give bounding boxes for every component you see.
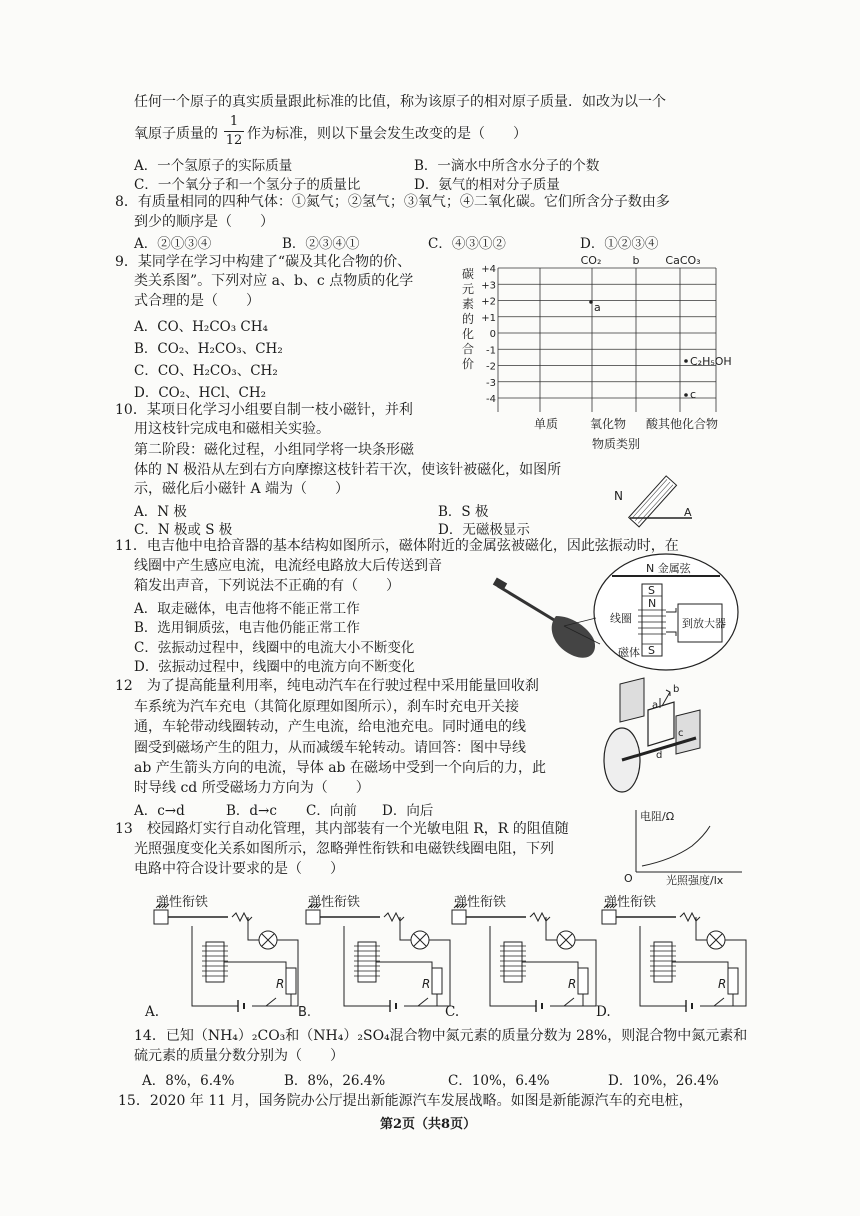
chart-ylabel-char: 碳 [462, 267, 475, 281]
chart-ylabel-char: 合 [462, 342, 475, 356]
q13-line1: 13 校园路灯实行自动化管理，其内部装有一个光敏电阻 R，R 的阻值随 [115, 821, 569, 837]
chart-ylabel-char: 化 [462, 327, 475, 341]
q8-line1: 8．有质量相同的四种气体：①氮气；②氢气；③氧气；④二氧化碳。它们所含分子数由多 [115, 194, 670, 210]
to-amplifier-label: 到放大器 [682, 617, 726, 630]
resistor-label: R [718, 977, 727, 991]
circuit-b [306, 894, 450, 1012]
q8-option-b: B．②③④① [282, 236, 360, 252]
q8-option-c: C．④③①② [428, 236, 506, 252]
q11-option-d: D．弦振动过程中，线圈中的电流方向不断变化 [134, 659, 415, 675]
graph-ylabel: 电阻/Ω [640, 810, 675, 823]
chart-label-co2: CO₂ [580, 254, 602, 267]
q12-line5: ab 产生箭头方向的电流，导体 ab 在磁场中受到一个向后的力，此 [134, 760, 546, 776]
metal-string-label: N 金属弦 [646, 562, 691, 575]
q7-frac-num: 1 [229, 114, 239, 129]
chart-ylabel-char: 的 [462, 312, 475, 326]
circuit-a [154, 894, 298, 1012]
chart-ytick: -1 [486, 345, 496, 357]
q7-line2b: 作为标准，则以下量会发生改变的是（ ） [247, 126, 527, 142]
q9-line3: 式合理的是（ ） [134, 293, 260, 309]
q14-line2: 硫元素的质量分数分别为（ ） [134, 1048, 344, 1064]
q13-line2: 光照强度变化关系如图所示，忽略弹性衔铁和电磁铁线圈电阻，下列 [134, 841, 554, 857]
wire-d-label: d [656, 750, 663, 761]
q7-option-a: A．一个氢原子的实际质量 [134, 158, 293, 174]
q7-line2a: 氧原子质量的 [134, 126, 218, 142]
wire-a-label: a [652, 700, 659, 711]
graph-xlabel: 光照强度/lx [666, 874, 724, 887]
armature-label: 弹性衔铁 [308, 895, 361, 910]
page-footer: 第2页（共8页） [380, 1117, 477, 1132]
q10-line1: 10．某项日化学习小组要自制一枝小磁针，并利 [115, 402, 413, 418]
graph-origin: O [624, 872, 633, 885]
wire-c-label: c [678, 728, 684, 739]
chart-ylabel-char: 元 [462, 282, 475, 296]
chart-ytick: -2 [486, 361, 496, 373]
q7-line1: 任何一个原子的真实质量跟此标准的比值，称为该原子的相对原子质量．如改为以一个 [134, 94, 666, 110]
q9-option-a: A．CO、H₂CO₃ CH₄ [134, 319, 268, 335]
pickup-s-top: S [648, 584, 655, 597]
q10-line2: 用这枝针完成电和磁相关实验。 [134, 421, 330, 437]
chart-point-a-label: a [594, 301, 601, 314]
q10-option-a: A．N 极 [134, 504, 187, 520]
chart-category: 单质 [533, 417, 559, 431]
q11-option-c: C．弦振动过程中，线圈中的电流大小不断变化 [134, 640, 415, 656]
q8-line2: 到少的顺序是（ ） [134, 214, 274, 230]
q15-line1: 15．2020 年 11 月，国务院办公厅提出新能源汽车发展战略。如图是新能源汽车的充电桩， [118, 1093, 693, 1109]
q8-option-d: D．①②③④ [580, 236, 659, 252]
q13-option-b: B. [298, 1005, 312, 1020]
chart-label-c2h5oh: C₂H₅OH [690, 355, 732, 368]
q13-option-d: D. [596, 1004, 611, 1020]
q13-option-c: C. [445, 1004, 460, 1020]
q7-option-c: C．一个氧分子和一个氢分子的质量比 [134, 177, 361, 193]
q11-line3: 箱发出声音，下列说法不正确的有（ ） [134, 578, 400, 594]
q12-option-c: C．向前 [306, 803, 357, 819]
q7-option-b: B．一滴水中所含水分子的个数 [414, 158, 600, 174]
q9-option-c: C．CO、H₂CO₃、CH₂ [134, 363, 278, 379]
magnet-n-label: N [614, 489, 623, 503]
q12-line1: 12 为了提高能量利用率，纯电动汽车在行驶过程中采用能量回收刹 [115, 678, 539, 694]
q14-option-a: A．8%，6.4% [142, 1073, 235, 1089]
q12-option-d: D．向后 [382, 803, 434, 819]
q12-line6: 时导线 cd 所受磁场力方向为（ ） [134, 780, 370, 796]
chart-ylabel-char: 素 [462, 297, 475, 311]
q9-option-b: B．CO₂、H₂CO₃、CH₂ [134, 341, 283, 357]
needle-a-label: A [684, 506, 692, 519]
q8-option-a: A．②①③④ [134, 236, 212, 252]
q10-option-c: C．N 极或 S 极 [134, 522, 233, 538]
chart-ytick: -4 [486, 394, 496, 405]
chart-category: 其他化合物 [657, 417, 719, 431]
chart-point-c-label: c [690, 388, 697, 401]
q13-line3: 电路中符合设计要求的是（ ） [134, 861, 344, 877]
q12-line3: 通，车轮带动线圈转动，产生电流，给电池充电。同时通电的线 [134, 719, 526, 735]
armature-label: 弹性衔铁 [454, 895, 507, 910]
q10-line3: 第二阶段：磁化过程，小组同学将一块条形磁 [134, 442, 414, 458]
chart-ytick: +1 [481, 312, 496, 324]
q14-option-b: B．8%，26.4% [284, 1073, 386, 1089]
armature-label: 弹性衔铁 [156, 895, 209, 910]
q7-option-d: D．氨气的相对分子质量 [414, 177, 560, 193]
q14-option-c: C．10%，6.4% [448, 1073, 550, 1089]
q12-option-b: B．d→c [226, 803, 277, 819]
chart-label-b: b [632, 254, 640, 267]
chart-category: 酸 [645, 417, 659, 431]
q10-line4: 体的 N 极沿从左到右方向摩擦这枝针若干次，使该针被磁化，如图所 [134, 462, 562, 478]
q7-frac-den: 12 [225, 133, 243, 148]
q12-line4: 圈受到磁场产生的阻力，从而减缓车轮转动。请回答：图中导线 [134, 740, 526, 756]
pickup-s-bottom: S [648, 644, 655, 657]
q11-line2: 线圈中产生感应电流，电流经电路放大后传送到音 [134, 558, 442, 574]
circuit-d [602, 894, 746, 1012]
q9-option-d: D．CO₂、HCl、CH₂ [134, 385, 267, 401]
q11-option-a: A．取走磁体，电吉他将不能正常工作 [134, 601, 360, 617]
q10-option-d: D．无磁极显示 [438, 522, 530, 538]
q13-option-a: A. [145, 1004, 160, 1020]
q9-line1: 9．某同学在学习中构建了“碳及其化合物的价、 [115, 254, 412, 270]
coil-label: 线圈 [610, 612, 632, 625]
resistor-label: R [568, 977, 577, 991]
q10-line5: 示，磁化后小磁针 A 端为（ ） [134, 481, 350, 497]
chart-category: 氧化物 [589, 417, 627, 431]
wire-b-label: b [673, 684, 680, 695]
magnet-label: 磁体 [618, 646, 640, 659]
q9-line2: 类关系图”。下列对应 a、b、c 点物质的化学 [134, 273, 414, 289]
resistor-label: R [422, 977, 431, 991]
pickup-n: N [648, 597, 657, 610]
chart-xlabel: 物质类别 [591, 437, 641, 451]
circuit-c [452, 894, 596, 1012]
armature-label: 弹性衔铁 [604, 895, 657, 910]
q14-option-d: D．10%，26.4% [608, 1073, 719, 1089]
q11-line1: 11．电吉他中电拾音器的基本结构如图所示，磁体附近的金属弦被磁化，因此弦振动时，在 [115, 538, 679, 554]
resistor-label: R [276, 977, 285, 991]
chart-ytick: +4 [481, 264, 496, 275]
q10-option-b: B．S 极 [438, 504, 489, 520]
chart-ylabel-char: 价 [462, 357, 475, 371]
q11-option-b: B．选用铜质弦，电吉他仍能正常工作 [134, 620, 360, 636]
q12-option-a: A．c→d [134, 803, 185, 819]
q14-line1: 14．已知（NH₄）₂CO₃和（NH₄）₂SO₄混合物中氮元素的质量分数为 28%，则混合物中氮元素和 [134, 1028, 748, 1044]
chart-ytick: +3 [481, 280, 496, 292]
q12-line2: 车系统为汽车充电（其简化原理如图所示），刹车时充电开关接 [134, 699, 519, 715]
chart-label-caco3: CaCO₃ [665, 254, 701, 267]
chart-ytick: -3 [486, 377, 496, 389]
chart-ytick: +2 [481, 296, 496, 308]
chart-ytick: 0 [489, 329, 496, 340]
